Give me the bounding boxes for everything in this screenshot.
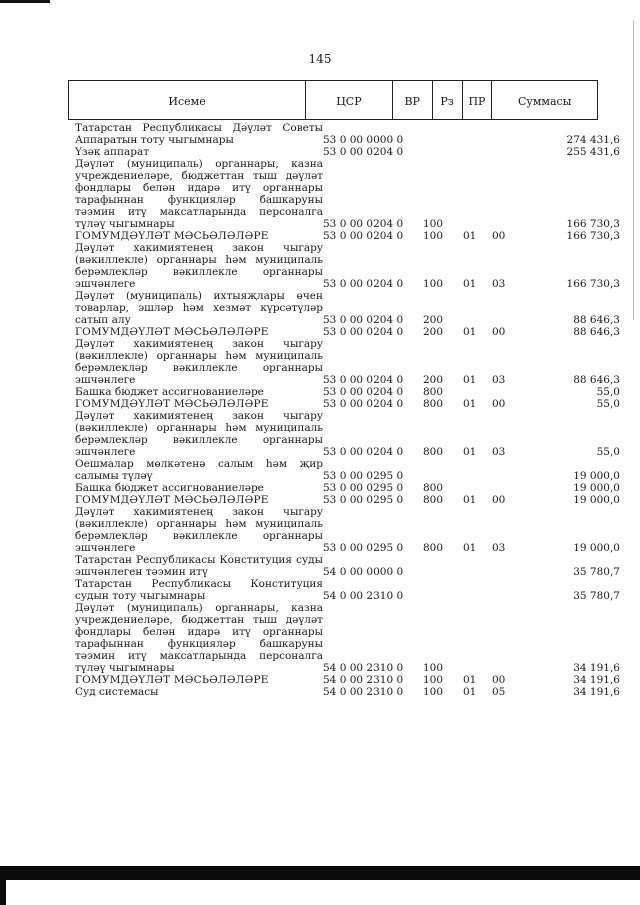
table-row <box>0 482 640 494</box>
cell-name: Башка бюджет ассигнованиеләре <box>75 386 264 398</box>
cell-rz: 01 <box>463 278 477 290</box>
cell-csr: 53 0 00 0204 0 <box>323 314 404 326</box>
column-header-sum: Суммасы <box>517 94 572 108</box>
cell-csr: 53 0 00 0204 0 <box>323 446 404 458</box>
cell-name: Суд системасы <box>75 686 159 698</box>
table-row <box>0 458 640 482</box>
cell-name: Дәүләт хакимиятенең закон чыгару (вәкиллекле) органнары һәм муниципаль берәмлекләр вәкиллекле органнары эшчәнлеге <box>75 242 323 290</box>
cell-csr: 53 0 00 0295 0 <box>323 542 404 554</box>
cell-name: ГОМУМДӘҮЛӘТ МӘСЬӘЛӘЛӘРЕ <box>75 326 269 338</box>
cell-vr: 200 <box>423 326 444 338</box>
cell-pr: 03 <box>492 542 506 554</box>
cell-sum: 19 000,0 <box>573 482 620 494</box>
cell-rz: 01 <box>463 374 477 386</box>
cell-sum: 34 191,6 <box>573 662 620 674</box>
cell-vr: 100 <box>423 218 444 230</box>
cell-rz: 01 <box>463 674 477 686</box>
column-header-csr: ЦСР <box>306 81 393 119</box>
cell-csr: 53 0 00 0295 0 <box>323 482 404 494</box>
cell-name: ГОМУМДӘҮЛӘТ МӘСЬӘЛӘЛӘРЕ <box>75 398 269 410</box>
scan-edge-corner <box>0 866 6 905</box>
cell-csr: 53 0 00 0204 0 <box>323 398 404 410</box>
cell-sum: 274 431,6 <box>566 134 620 146</box>
cell-csr: 53 0 00 0295 0 <box>323 470 404 482</box>
cell-sum: 19 000,0 <box>573 542 620 554</box>
cell-name: Дәүләт (муниципаль) органнары, казна учреждениеләре, бюджеттан тыш дәүләт фондлары белән идарә итү органнары тарафыннан функцияләр башкаруны тәэмин итү максатларында персоналга түләү чыгымнары <box>75 602 323 674</box>
cell-pr: 00 <box>492 326 506 338</box>
cell-name: Татарстан Республикасы Дәүләт Советы Аппаратын тоту чыгымнары <box>75 122 323 146</box>
cell-name: ГОМУМДӘҮЛӘТ МӘСЬӘЛӘЛӘРЕ <box>75 230 269 242</box>
cell-pr: 03 <box>492 278 506 290</box>
cell-vr: 800 <box>423 482 444 494</box>
cell-vr: 100 <box>423 662 444 674</box>
column-header-rz: Рз <box>433 81 463 119</box>
table-row <box>0 386 640 398</box>
cell-name: Дәүләт хакимиятенең закон чыгару (вәкиллекле) органнары һәм муниципаль берәмлекләр вәкиллекле органнары эшчәнлеге <box>75 410 323 458</box>
cell-name: Үзәк аппарат <box>75 146 150 158</box>
cell-vr: 200 <box>423 374 444 386</box>
cell-vr: 800 <box>423 494 444 506</box>
cell-sum: 255 431,6 <box>566 146 620 158</box>
cell-csr: 53 0 00 0204 0 <box>323 326 404 338</box>
cell-csr: 53 0 00 0295 0 <box>323 494 404 506</box>
cell-pr: 00 <box>492 398 506 410</box>
table-row <box>0 326 640 338</box>
cell-rz: 01 <box>463 446 477 458</box>
cell-vr: 800 <box>423 386 444 398</box>
cell-csr: 53 0 00 0000 0 <box>323 134 404 146</box>
cell-pr: 00 <box>492 230 506 242</box>
cell-sum: 35 780,7 <box>573 566 620 578</box>
cell-rz: 01 <box>463 542 477 554</box>
cell-vr: 100 <box>423 230 444 242</box>
cell-csr: 54 0 00 0000 0 <box>323 566 404 578</box>
cell-sum: 88 646,3 <box>573 326 620 338</box>
cell-rz: 01 <box>463 686 477 698</box>
cell-pr: 03 <box>492 446 506 458</box>
column-header-pr: ПР <box>463 81 493 119</box>
cell-sum: 19 000,0 <box>573 470 620 482</box>
table-row <box>0 494 640 506</box>
table-row <box>0 686 640 698</box>
cell-sum: 55,0 <box>596 446 620 458</box>
cell-csr: 54 0 00 2310 0 <box>323 686 404 698</box>
scan-edge-mark <box>0 0 50 3</box>
cell-name: ГОМУМДӘҮЛӘТ МӘСЬӘЛӘЛӘРЕ <box>75 494 269 506</box>
cell-csr: 54 0 00 2310 0 <box>323 662 404 674</box>
cell-csr: 54 0 00 2310 0 <box>323 674 404 686</box>
cell-sum: 166 730,3 <box>566 278 620 290</box>
cell-vr: 100 <box>423 278 444 290</box>
table-row <box>0 602 640 674</box>
table-row <box>0 290 640 326</box>
cell-name: Дәүләт (муниципаль) ихтыяҗлары өчен товарлар, эшләр һәм хезмәт күрсәтүләр сатып алу <box>75 290 323 326</box>
cell-vr: 100 <box>423 674 444 686</box>
column-header-vr: ВР <box>393 81 433 119</box>
table-row <box>0 410 640 458</box>
cell-pr: 00 <box>492 674 506 686</box>
cell-name: Татарстан Республикасы Конституция судын тоту чыгымнары <box>75 578 323 602</box>
budget-table-body <box>0 122 640 698</box>
cell-rz: 01 <box>463 494 477 506</box>
cell-sum: 166 730,3 <box>566 218 620 230</box>
table-row <box>0 554 640 578</box>
table-row <box>0 338 640 386</box>
cell-csr: 54 0 00 2310 0 <box>323 590 404 602</box>
cell-name: Башка бюджет ассигнованиеләре <box>75 482 264 494</box>
cell-name: Дәүләт хакимиятенең закон чыгару (вәкиллекле) органнары һәм муниципаль берәмлекләр вәкиллекле органнары эшчәнлеге <box>75 506 323 554</box>
cell-rz: 01 <box>463 398 477 410</box>
cell-vr: 800 <box>423 542 444 554</box>
cell-name: Оешмалар мөлкәтенә салым һәм җир салымы түләү <box>75 458 323 482</box>
cell-sum: 19 000,0 <box>573 494 620 506</box>
table-row <box>0 398 640 410</box>
cell-sum: 166 730,3 <box>566 230 620 242</box>
cell-vr: 800 <box>423 446 444 458</box>
table-row <box>0 158 640 230</box>
cell-sum: 55,0 <box>596 386 620 398</box>
table-header <box>68 80 598 120</box>
cell-sum: 35 780,7 <box>573 590 620 602</box>
cell-name: ГОМУМДӘҮЛӘТ МӘСЬӘЛӘЛӘРЕ <box>75 674 269 686</box>
cell-sum: 55,0 <box>596 398 620 410</box>
cell-sum: 34 191,6 <box>573 686 620 698</box>
cell-vr: 200 <box>423 314 444 326</box>
column-header-name: Исеме <box>69 81 306 119</box>
cell-sum: 34 191,6 <box>573 674 620 686</box>
cell-csr: 53 0 00 0204 0 <box>323 374 404 386</box>
cell-csr: 53 0 00 0204 0 <box>323 230 404 242</box>
table-row <box>0 506 640 554</box>
cell-csr: 53 0 00 0204 0 <box>323 146 404 158</box>
cell-name: Дәүләт хакимиятенең закон чыгару (вәкиллекле) органнары һәм муниципаль берәмлекләр вәкиллекле органнары эшчәнлеге <box>75 338 323 386</box>
cell-vr: 800 <box>423 398 444 410</box>
table-row <box>0 122 640 146</box>
table-row <box>0 578 640 602</box>
cell-pr: 03 <box>492 374 506 386</box>
scan-edge-bar <box>0 866 640 880</box>
table-row <box>0 674 640 686</box>
cell-pr: 00 <box>492 494 506 506</box>
table-row <box>0 242 640 290</box>
table-row <box>0 230 640 242</box>
cell-sum: 88 646,3 <box>573 374 620 386</box>
cell-csr: 53 0 00 0204 0 <box>323 218 404 230</box>
page-number: 145 <box>308 52 332 66</box>
table-row <box>0 146 640 158</box>
cell-rz: 01 <box>463 230 477 242</box>
cell-rz: 01 <box>463 326 477 338</box>
cell-csr: 53 0 00 0204 0 <box>323 278 404 290</box>
cell-name: Татарстан Республикасы Конституция суды эшчәнлеген тәэмин итү <box>75 554 323 578</box>
cell-csr: 53 0 00 0204 0 <box>323 386 404 398</box>
cell-pr: 05 <box>492 686 506 698</box>
cell-vr: 100 <box>423 686 444 698</box>
cell-sum: 88 646,3 <box>573 314 620 326</box>
cell-name: Дәүләт (муниципаль) органнары, казна учреждениеләре, бюджеттан тыш дәүләт фондлары белән идарә итү органнары тарафыннан функцияләр башкаруны тәэмин итү максатларында персоналга түләү чыгымнары <box>75 158 323 230</box>
